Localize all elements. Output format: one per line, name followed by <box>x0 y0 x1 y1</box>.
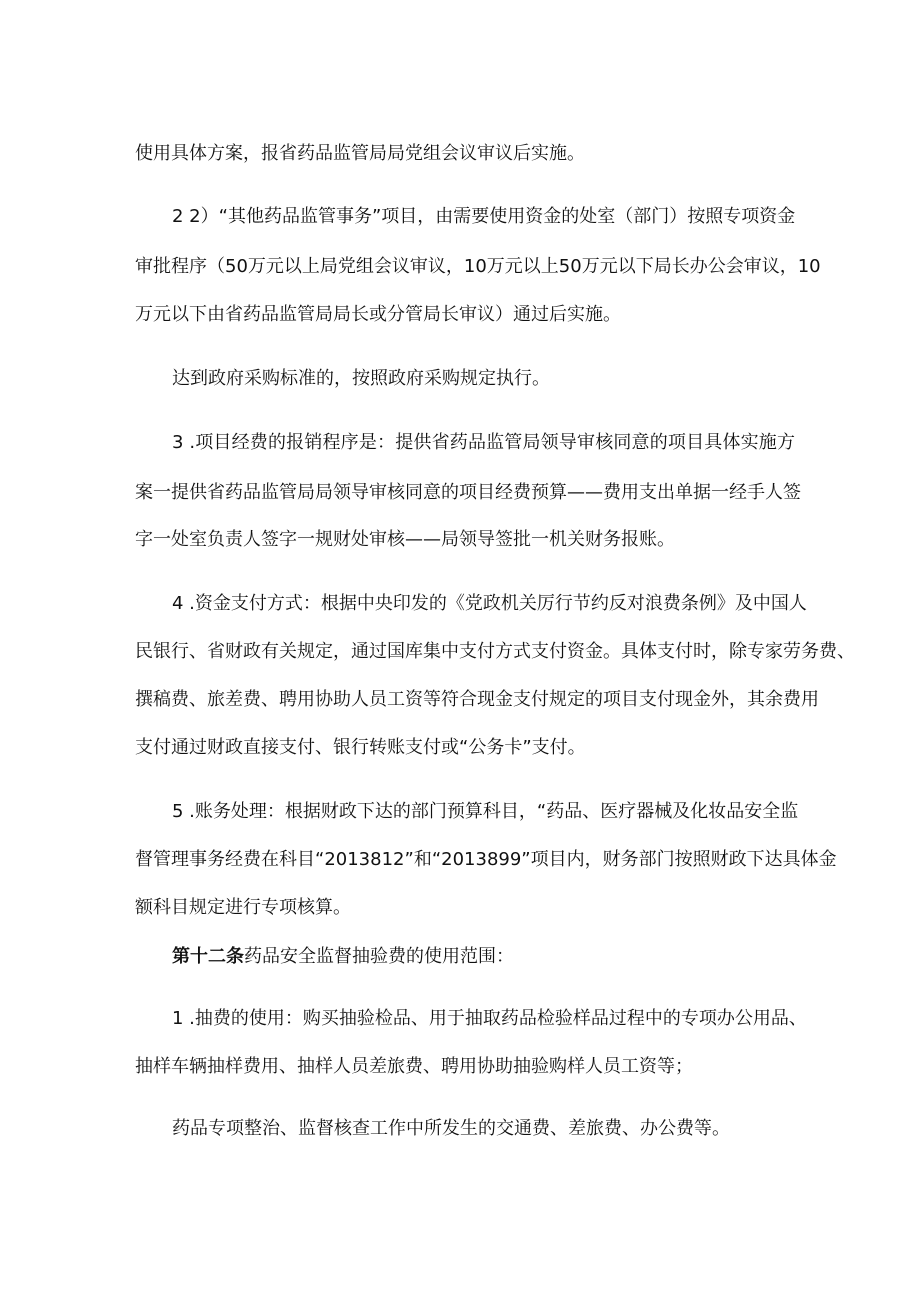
paragraph-line: 案一提供省药品监管局局领导审核同意的项目经费预算——费用支出单据一经手人签 <box>135 482 801 503</box>
paragraph-line: 达到政府采购标准的，按照政府采购规定执行。 <box>172 368 550 389</box>
article-line <box>172 945 795 969</box>
paragraph-line: 督管理事务经费在科目“2013812”和“2013899”项目内，财务部门按照财政下达具体金 <box>135 849 837 870</box>
paragraph-line: 4 .资金支付方式：根据中央印发的《党政机关厉行节约反对浪费条例》及中国人 <box>172 593 807 614</box>
article-title: 药品安全监督抽验费的使用范围： <box>244 946 514 967</box>
paragraph-line: 3 .项目经费的报销程序是：提供省药品监管局领导审核同意的项目具体实施方 <box>172 432 795 453</box>
paragraph-line: 额科目规定进行专项核算。 <box>135 897 351 918</box>
paragraph-line: 5 .账务处理：根据财政下达的部门预算科目，“药品、医疗器械及化妆品安全监 <box>172 801 799 822</box>
paragraph-line: 民银行、省财政有关规定，通过国库集中支付方式支付资金。具体支付时，除专家劳务费、 <box>135 641 855 662</box>
paragraph-line: 2 2）“其他药品监管事务”项目，由需要使用资金的处室（部门）按照专项资金 <box>172 206 796 227</box>
paragraph-line: 支付通过财政直接支付、银行转账支付或“公务卡”支付。 <box>135 737 586 758</box>
paragraph-line: 审批程序（50万元以上局党组会议审议，10万元以上50万元以下局长办公会审议，10 <box>135 256 821 277</box>
paragraph-line: 字一处室负责人签字一规财处审核——局领导签批一机关财务报账。 <box>135 529 675 550</box>
paragraph-line: 使用具体方案，报省药品监管局局党组会议审议后实施。 <box>135 143 585 164</box>
paragraph-line: 抽样车辆抽样费用、抽样人员差旅费、聘用协助抽验购样人员工资等； <box>135 1056 693 1077</box>
paragraph-line: 万元以下由省药品监管局局长或分管局长审议）通过后实施。 <box>135 304 621 325</box>
paragraph-line: 1 .抽费的使用：购买抽验检品、用于抽取药品检验样品过程中的专项办公用品、 <box>172 1008 807 1029</box>
article-heading: 第十二条 <box>172 946 244 967</box>
paragraph-line: 药品专项整治、监督核查工作中所发生的交通费、差旅费、办公费等。 <box>172 1118 730 1139</box>
paragraph-line: 撰稿费、旅差费、聘用协助人员工资等符合现金支付规定的项目支付现金外，其余费用 <box>135 689 819 710</box>
